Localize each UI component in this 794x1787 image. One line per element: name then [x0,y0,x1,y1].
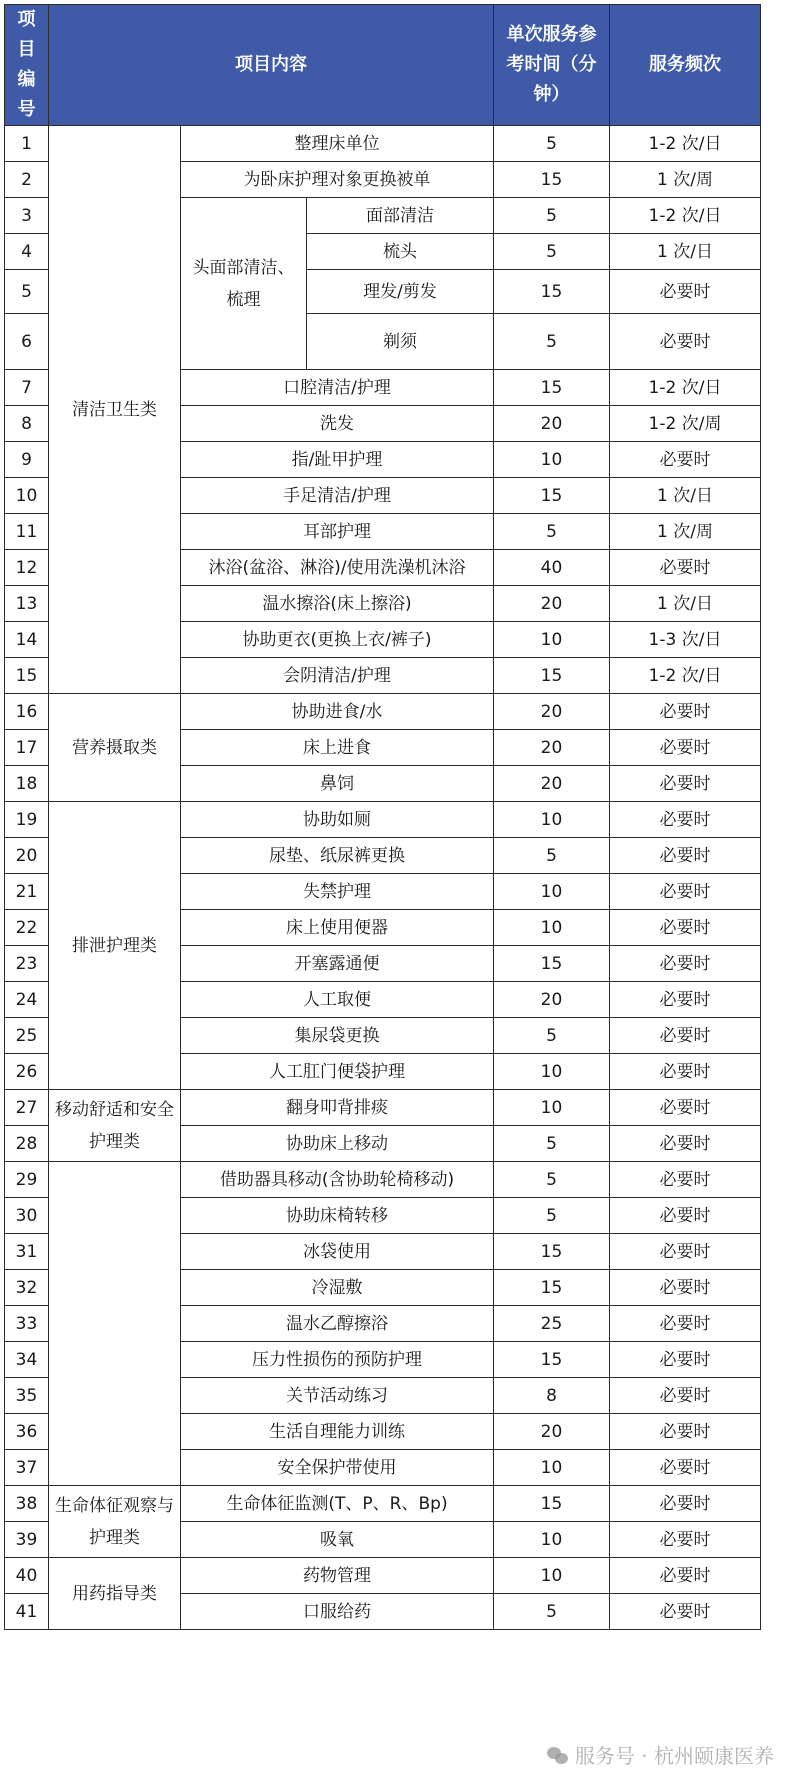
item-id: 37 [5,1450,49,1486]
item-frequency: 必要时 [610,1234,761,1270]
table-row [5,802,761,838]
item-content: 冰袋使用 [181,1234,494,1270]
table-row [5,694,761,730]
item-time: 15 [494,1342,610,1378]
item-frequency: 必要时 [610,982,761,1018]
item-time: 5 [494,198,610,234]
item-frequency: 必要时 [610,1486,761,1522]
item-id: 19 [5,802,49,838]
table-row [5,1090,761,1126]
item-content: 面部清洁 [307,198,494,234]
item-id: 23 [5,946,49,982]
item-id: 24 [5,982,49,1018]
item-time: 5 [494,1126,610,1162]
item-id: 1 [5,126,49,162]
item-content: 压力性损伤的预防护理 [181,1342,494,1378]
header-frequency: 服务频次 [610,5,761,126]
item-id: 13 [5,586,49,622]
category-cell: 排泄护理类 [49,802,181,1090]
item-content: 协助床椅转移 [181,1198,494,1234]
item-content: 指/趾甲护理 [181,442,494,478]
item-frequency: 1-2 次/日 [610,370,761,406]
item-time: 5 [494,514,610,550]
item-frequency: 必要时 [610,766,761,802]
item-frequency: 必要时 [610,1306,761,1342]
item-time: 10 [494,622,610,658]
item-id: 11 [5,514,49,550]
item-time: 25 [494,1306,610,1342]
header-time: 单次服务参考时间（分钟） [494,5,610,126]
watermark [547,1740,774,1769]
item-time: 15 [494,1234,610,1270]
category-cell: 清洁卫生类 [49,126,181,694]
item-frequency: 1 次/周 [610,162,761,198]
item-time: 10 [494,910,610,946]
item-content: 床上进食 [181,730,494,766]
item-content: 协助床上移动 [181,1126,494,1162]
item-id: 25 [5,1018,49,1054]
header-content: 项目内容 [49,5,494,126]
item-id: 34 [5,1342,49,1378]
item-content: 人工取便 [181,982,494,1018]
item-time: 10 [494,442,610,478]
category-cell [49,1162,181,1486]
item-time: 15 [494,1270,610,1306]
item-id: 14 [5,622,49,658]
item-content: 借助器具移动(含协助轮椅移动) [181,1162,494,1198]
item-content: 冷湿敷 [181,1270,494,1306]
item-frequency: 必要时 [610,1126,761,1162]
item-content: 吸氧 [181,1522,494,1558]
item-id: 28 [5,1126,49,1162]
item-content: 口腔清洁/护理 [181,370,494,406]
item-frequency: 1 次/日 [610,586,761,622]
item-id: 20 [5,838,49,874]
item-content: 生命体征监测(T、P、R、Bp) [181,1486,494,1522]
item-content: 床上使用便器 [181,910,494,946]
item-content: 药物管理 [181,1558,494,1594]
item-id: 9 [5,442,49,478]
item-frequency: 必要时 [610,910,761,946]
item-frequency: 必要时 [610,1558,761,1594]
item-content: 尿垫、纸尿裤更换 [181,838,494,874]
item-id: 4 [5,234,49,270]
item-id: 5 [5,270,49,314]
item-content: 集尿袋更换 [181,1018,494,1054]
item-frequency: 必要时 [610,1162,761,1198]
item-time: 40 [494,550,610,586]
item-id: 16 [5,694,49,730]
item-time: 15 [494,270,610,314]
item-time: 10 [494,1450,610,1486]
item-time: 10 [494,802,610,838]
item-id: 22 [5,910,49,946]
table-body [5,126,761,1630]
item-content: 协助如厕 [181,802,494,838]
item-id: 38 [5,1486,49,1522]
item-time: 5 [494,234,610,270]
header-row [5,5,761,126]
category-cell: 移动舒适和安全护理类 [49,1090,181,1162]
item-frequency: 必要时 [610,314,761,370]
item-id: 40 [5,1558,49,1594]
item-time: 15 [494,370,610,406]
item-id: 31 [5,1234,49,1270]
item-id: 39 [5,1522,49,1558]
item-content: 沐浴(盆浴、淋浴)/使用洗澡机沐浴 [181,550,494,586]
item-frequency: 必要时 [610,442,761,478]
item-frequency: 必要时 [610,730,761,766]
item-frequency: 必要时 [610,1594,761,1630]
item-frequency: 1 次/日 [610,234,761,270]
item-content: 失禁护理 [181,874,494,910]
item-time: 15 [494,946,610,982]
item-content: 人工肛门便袋护理 [181,1054,494,1090]
item-time: 15 [494,1486,610,1522]
item-time: 15 [494,478,610,514]
item-time: 20 [494,766,610,802]
item-id: 33 [5,1306,49,1342]
item-frequency: 必要时 [610,1270,761,1306]
item-time: 5 [494,1594,610,1630]
item-content: 梳头 [307,234,494,270]
item-frequency: 1-2 次/日 [610,126,761,162]
item-id: 35 [5,1378,49,1414]
item-frequency: 1-2 次/日 [610,198,761,234]
category-cell: 生命体征观察与护理类 [49,1486,181,1558]
item-id: 10 [5,478,49,514]
item-frequency: 必要时 [610,1378,761,1414]
item-content: 为卧床护理对象更换被单 [181,162,494,198]
item-content: 会阴清洁/护理 [181,658,494,694]
item-frequency: 必要时 [610,1054,761,1090]
item-frequency: 1-2 次/日 [610,658,761,694]
item-time: 20 [494,694,610,730]
item-id: 15 [5,658,49,694]
item-content: 开塞露通便 [181,946,494,982]
item-content: 剃须 [307,314,494,370]
item-time: 10 [494,874,610,910]
item-time: 20 [494,730,610,766]
item-content: 协助更衣(更换上衣/裤子) [181,622,494,658]
item-frequency: 必要时 [610,946,761,982]
item-id: 29 [5,1162,49,1198]
item-id: 26 [5,1054,49,1090]
item-frequency: 必要时 [610,1198,761,1234]
item-content: 口服给药 [181,1594,494,1630]
item-id: 41 [5,1594,49,1630]
item-id: 7 [5,370,49,406]
item-id: 2 [5,162,49,198]
item-time: 20 [494,406,610,442]
item-content: 理发/剪发 [307,270,494,314]
item-frequency: 必要时 [610,1090,761,1126]
item-time: 8 [494,1378,610,1414]
item-content: 耳部护理 [181,514,494,550]
item-frequency: 必要时 [610,874,761,910]
item-frequency: 必要时 [610,802,761,838]
item-time: 5 [494,1162,610,1198]
item-frequency: 必要时 [610,694,761,730]
item-content: 手足清洁/护理 [181,478,494,514]
item-id: 6 [5,314,49,370]
item-id: 21 [5,874,49,910]
item-time: 5 [494,838,610,874]
service-table [4,4,761,1630]
table-row [5,1558,761,1594]
item-id: 36 [5,1414,49,1450]
item-frequency: 1 次/周 [610,514,761,550]
item-frequency: 必要时 [610,270,761,314]
category-cell: 用药指导类 [49,1558,181,1630]
subcategory-cell: 头面部清洁、梳理 [181,198,307,370]
item-content: 生活自理能力训练 [181,1414,494,1450]
item-time: 10 [494,1558,610,1594]
table-row [5,1162,761,1198]
item-content: 翻身叩背排痰 [181,1090,494,1126]
item-id: 12 [5,550,49,586]
item-time: 5 [494,1198,610,1234]
item-frequency: 必要时 [610,838,761,874]
item-time: 10 [494,1054,610,1090]
item-content: 鼻饲 [181,766,494,802]
table-row [5,126,761,162]
item-id: 17 [5,730,49,766]
item-content: 温水乙醇擦浴 [181,1306,494,1342]
item-time: 5 [494,126,610,162]
item-id: 27 [5,1090,49,1126]
item-time: 10 [494,1090,610,1126]
item-time: 20 [494,1414,610,1450]
header-id: 项目编号 [5,5,49,126]
item-content: 温水擦浴(床上擦浴) [181,586,494,622]
item-id: 3 [5,198,49,234]
item-time: 15 [494,658,610,694]
item-id: 32 [5,1270,49,1306]
item-time: 20 [494,586,610,622]
item-frequency: 必要时 [610,1342,761,1378]
item-frequency: 1 次/日 [610,478,761,514]
item-content: 协助进食/水 [181,694,494,730]
item-frequency: 必要时 [610,1414,761,1450]
item-content: 关节活动练习 [181,1378,494,1414]
item-frequency: 1-3 次/日 [610,622,761,658]
item-frequency: 必要时 [610,1450,761,1486]
item-id: 8 [5,406,49,442]
item-frequency: 必要时 [610,550,761,586]
watermark-text: 服务号 · 杭州颐康医养 [574,1744,774,1768]
wechat-icon [547,1745,569,1765]
table-row [5,1486,761,1522]
item-time: 20 [494,982,610,1018]
item-content: 安全保护带使用 [181,1450,494,1486]
item-id: 30 [5,1198,49,1234]
item-content: 洗发 [181,406,494,442]
item-time: 10 [494,1522,610,1558]
item-time: 15 [494,162,610,198]
category-cell: 营养摄取类 [49,694,181,802]
item-frequency: 必要时 [610,1522,761,1558]
item-time: 5 [494,314,610,370]
item-frequency: 必要时 [610,1018,761,1054]
item-frequency: 1-2 次/周 [610,406,761,442]
item-id: 18 [5,766,49,802]
item-time: 5 [494,1018,610,1054]
item-content: 整理床单位 [181,126,494,162]
